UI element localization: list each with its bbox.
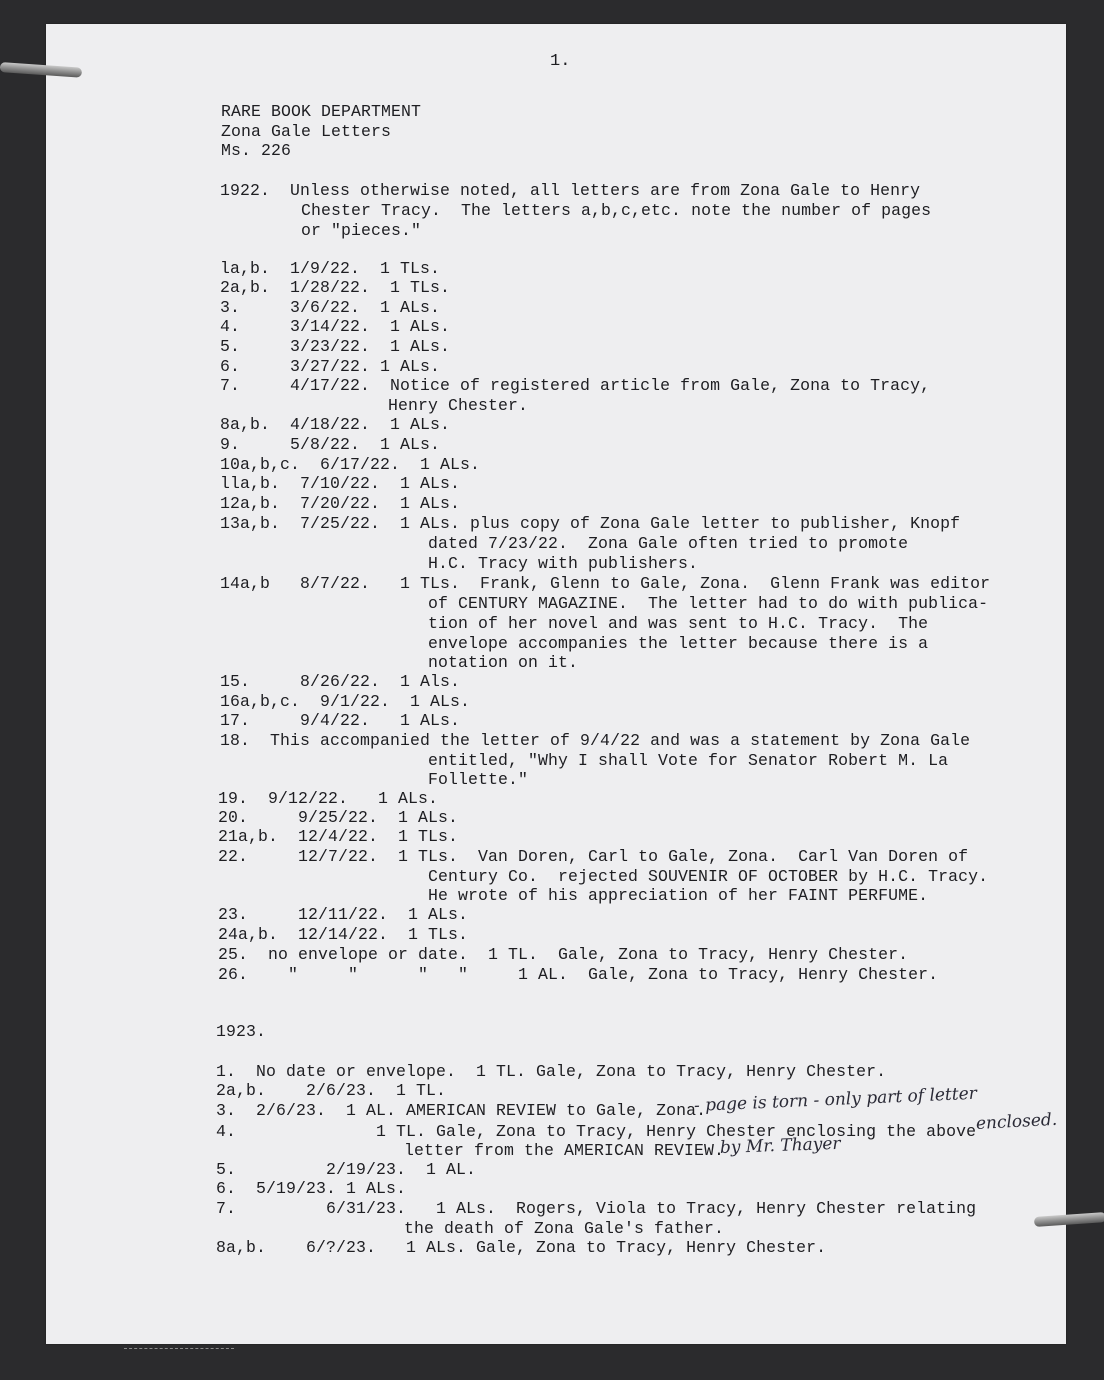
entry-line: 15. 8/26/22. 1 Als. — [220, 672, 461, 691]
entry-line: 12a,b. 7/20/22. 1 ALs. — [220, 494, 461, 513]
entry-line: 9. 5/8/22. 1 ALs. — [220, 435, 441, 454]
entry-line: 26. " " " " 1 AL. Gale, Zona to Tracy, Henry Chester. — [218, 965, 939, 984]
entry-line: notation on it. — [428, 653, 579, 672]
entry-line: 6. 3/27/22. 1 ALs. — [220, 357, 441, 376]
entry-line: 3. 2/6/23. 1 AL. AMERICAN REVIEW to Gale, Zona. — [216, 1101, 707, 1120]
entry-line: 16a,b,c. 9/1/22. 1 ALs. — [220, 692, 471, 711]
entry-line: envelope accompanies the letter because there is a — [428, 634, 929, 653]
year-heading-1923: 1923. — [216, 1022, 267, 1041]
entry-line: Henry Chester. — [388, 396, 529, 415]
entry-line: dated 7/23/22. Zona Gale often tried to promote — [428, 534, 909, 553]
entry-line: 24a,b. 12/14/22. 1 TLs. — [218, 925, 469, 944]
entry-line: 14a,b 8/7/22. 1 TLs. Frank, Glenn to Gale, Zona. Glenn Frank was editor — [220, 574, 991, 593]
intro-line: or "pieces." — [301, 221, 422, 240]
entry-line: 3. 3/6/22. 1 ALs. — [220, 298, 441, 317]
entry-line: 22. 12/7/22. 1 TLs. Van Doren, Carl to Gale, Zona. Carl Van Doren of — [218, 847, 969, 866]
intro-line: Chester Tracy. The letters a,b,c,etc. note the number of pages — [301, 201, 932, 220]
entry-line: 17. 9/4/22. 1 ALs. — [220, 711, 461, 730]
document-page — [46, 24, 1066, 1344]
intro-line: 1922. Unless otherwise noted, all letters are from Zona Gale to Henry — [220, 181, 921, 200]
entry-line: 7. 6/31/23. 1 ALs. Rogers, Viola to Tracy, Henry Chester relating — [216, 1199, 977, 1218]
page-number: 1. — [550, 52, 571, 71]
entry-line: He wrote of his appreciation of her FAINT PERFUME. — [428, 886, 929, 905]
entry-line: 8a,b. 4/18/22. 1 ALs. — [220, 415, 451, 434]
page-edge-rule — [124, 1348, 234, 1349]
entry-line: 2a,b. 1/28/22. 1 TLs. — [220, 278, 451, 297]
entry-line: 25. no envelope or date. 1 TL. Gale, Zona to Tracy, Henry Chester. — [218, 945, 909, 964]
entry-line: 13a,b. 7/25/22. 1 ALs. plus copy of Zona Gale letter to publisher, Knopf — [220, 514, 961, 533]
entry-line: 4. 1 TL. Gale, Zona to Tracy, Henry Chester enclosing the above — [216, 1122, 977, 1141]
entry-line: tion of her novel and was sent to H.C. Tracy. The — [428, 614, 929, 633]
entry-line: H.C. Tracy with publishers. — [428, 554, 699, 573]
entry-line: Follette." — [428, 770, 529, 789]
entry-line: 4. 3/14/22. 1 ALs. — [220, 317, 451, 336]
handwritten-note: - page is torn - only part of letter — [693, 1083, 978, 1116]
collection-title: Zona Gale Letters — [221, 122, 392, 141]
handwritten-note: by Mr. Thayer — [719, 1133, 841, 1158]
entry-line: 1. No date or envelope. 1 TL. Gale, Zona to Tracy, Henry Chester. — [216, 1062, 887, 1081]
entry-line: Century Co. rejected SOUVENIR OF OCTOBER by H.C. Tracy. — [428, 867, 989, 886]
entry-line: of CENTURY MAGAZINE. The letter had to do with publica- — [428, 594, 989, 613]
entry-line: 18. This accompanied the letter of 9/4/22 and was a statement by Zona Gale — [220, 731, 971, 750]
handwritten-note: enclosed. — [975, 1109, 1058, 1134]
manuscript-number: Ms. 226 — [221, 141, 292, 160]
entry-line: 7. 4/17/22. Notice of registered article from Gale, Zona to Tracy, — [220, 376, 931, 395]
entry-line: 10a,b,c. 6/17/22. 1 ALs. — [220, 455, 481, 474]
entry-line: la,b. 1/9/22. 1 TLs. — [220, 259, 441, 278]
entry-line: lla,b. 7/10/22. 1 ALs. — [220, 474, 461, 493]
entry-line: 5. 3/23/22. 1 ALs. — [220, 337, 451, 356]
entry-line: 20. 9/25/22. 1 ALs. — [218, 808, 459, 827]
entry-line: 5. 2/19/23. 1 AL. — [216, 1160, 477, 1179]
entry-line: 2a,b. 2/6/23. 1 TL. — [216, 1081, 447, 1100]
entry-line: the death of Zona Gale's father. — [404, 1219, 725, 1238]
entry-line: letter from the AMERICAN REVIEW. — [404, 1141, 725, 1160]
entry-line: 8a,b. 6/?/23. 1 ALs. Gale, Zona to Tracy, Henry Chester. — [216, 1238, 827, 1257]
entry-line: 19. 9/12/22. 1 ALs. — [218, 789, 439, 808]
department-heading: RARE BOOK DEPARTMENT — [221, 102, 422, 121]
entry-line: 23. 12/11/22. 1 ALs. — [218, 905, 469, 924]
entry-line: entitled, "Why I shall Vote for Senator Robert M. La — [428, 751, 949, 770]
entry-line: 6. 5/19/23. 1 ALs. — [216, 1179, 407, 1198]
entry-line: 21a,b. 12/4/22. 1 TLs. — [218, 827, 459, 846]
